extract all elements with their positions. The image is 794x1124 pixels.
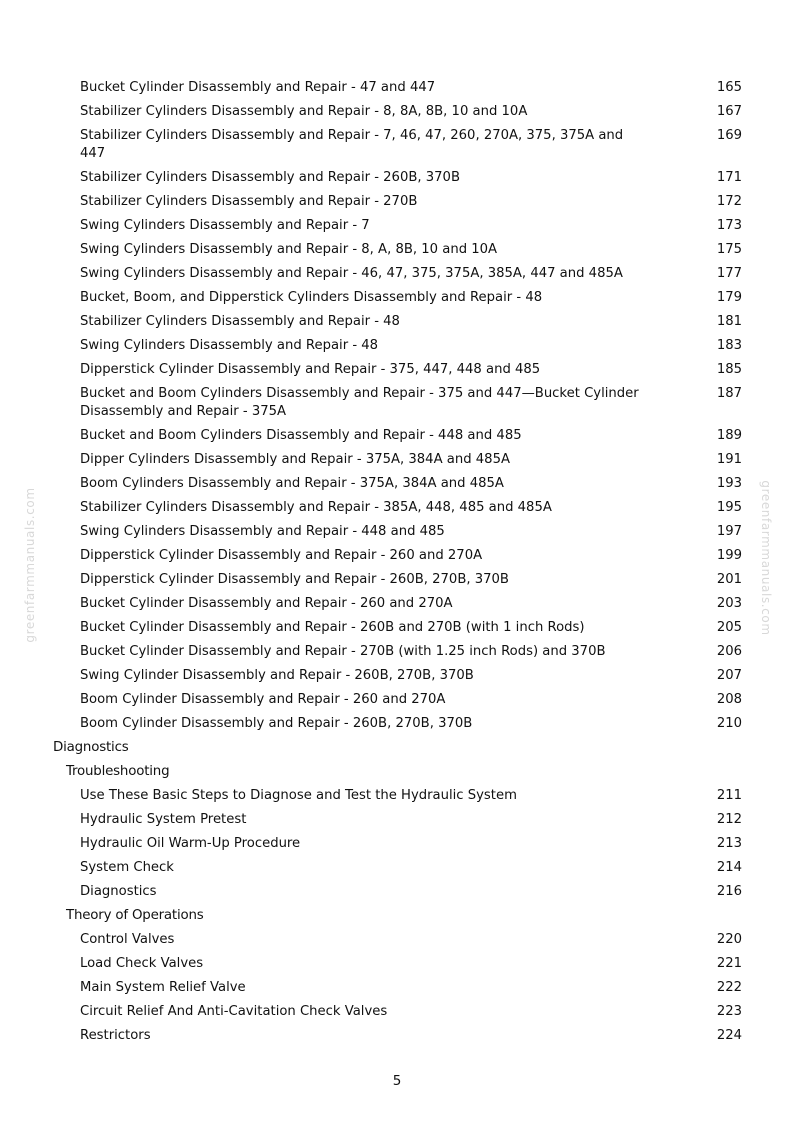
toc-entry[interactable] (0, 190, 794, 214)
toc-entry-title: Main System Relief Valve (80, 980, 246, 995)
toc-entry-page: 207 (716, 668, 742, 683)
toc-entry[interactable] (0, 214, 794, 238)
toc-entry-page: 175 (716, 242, 742, 257)
toc-entry-title: System Check (80, 860, 174, 875)
toc-entry[interactable] (0, 334, 794, 358)
toc-section-heading[interactable] (0, 736, 794, 760)
toc-entry[interactable] (0, 100, 794, 124)
toc-entry-title: Bucket Cylinder Disassembly and Repair - 270B (with 1.25 inch Rods) and 370B (80, 644, 606, 659)
toc-entry[interactable] (0, 592, 794, 616)
toc-entry-title: Swing Cylinders Disassembly and Repair - 8, A, 8B, 10 and 10A (80, 242, 498, 257)
toc-entry-page: 203 (716, 596, 742, 611)
toc-entry[interactable] (0, 472, 794, 496)
toc-entry-title: Swing Cylinder Disassembly and Repair - 260B, 270B, 370B (80, 668, 474, 683)
toc-entry[interactable] (0, 976, 794, 1000)
toc-entry-title: Dipper Cylinders Disassembly and Repair - 375A, 384A and 485A (80, 452, 510, 467)
toc-entry-title: Use These Basic Steps to Diagnose and Test the Hydraulic System (80, 788, 517, 803)
toc-entry-page: 222 (716, 980, 742, 995)
toc-entry[interactable] (0, 238, 794, 262)
toc-entry-title: Stabilizer Cylinders Disassembly and Repair - 8, 8A, 8B, 10 and 10A (80, 104, 528, 119)
toc-entry[interactable] (0, 520, 794, 544)
toc-entry-page: 224 (716, 1028, 742, 1043)
toc-entry-title: Stabilizer Cylinders Disassembly and Repair - 270B (80, 194, 418, 209)
toc-entry-page: 210 (716, 716, 742, 731)
toc-entry-page: 206 (716, 644, 742, 659)
toc-entry[interactable] (0, 808, 794, 832)
toc-entry-title: Restrictors (80, 1028, 151, 1043)
toc-entry-title: Bucket and Boom Cylinders Disassembly and Repair - 448 and 485 (80, 428, 522, 443)
toc-entry-page: 211 (716, 788, 742, 803)
toc-entry[interactable] (0, 262, 794, 286)
toc-entry[interactable] (0, 664, 794, 688)
toc-entry-page: 172 (716, 194, 742, 209)
toc-entry-page: 201 (716, 572, 742, 587)
toc-entry[interactable] (0, 856, 794, 880)
toc-entry-title: Bucket Cylinder Disassembly and Repair - 47 and 447 (80, 80, 436, 95)
toc-entry[interactable] (0, 712, 794, 736)
toc-entry-title: Stabilizer Cylinders Disassembly and Repair - 48 (80, 314, 400, 329)
toc-subsection-heading[interactable] (0, 904, 794, 928)
toc-entry-page: 220 (716, 932, 742, 947)
toc-entry-title: Dipperstick Cylinder Disassembly and Repair - 375, 447, 448 and 485 (80, 362, 541, 377)
toc-entry[interactable] (0, 1000, 794, 1024)
toc-entry[interactable] (0, 832, 794, 856)
toc-entry-page: 185 (716, 362, 742, 377)
toc-entry-page: 187 (716, 386, 742, 401)
toc-entry[interactable] (0, 124, 794, 166)
toc-entry-title: Diagnostics (53, 740, 129, 755)
toc-entry-title: Bucket Cylinder Disassembly and Repair - 260B and 270B (with 1 inch Rods) (80, 620, 585, 635)
toc-entry[interactable] (0, 568, 794, 592)
toc-entry-title: Bucket, Boom, and Dipperstick Cylinders Disassembly and Repair - 48 (80, 290, 543, 305)
toc-entry-title: Swing Cylinders Disassembly and Repair - 448 and 485 (80, 524, 445, 539)
toc-entry[interactable] (0, 166, 794, 190)
toc-entry-page: 173 (716, 218, 742, 233)
toc-entry-title: Swing Cylinders Disassembly and Repair - 7 (80, 218, 370, 233)
toc-entry[interactable] (0, 76, 794, 100)
toc-entry-title: Boom Cylinders Disassembly and Repair - 375A, 384A and 485A (80, 476, 504, 491)
toc-entry[interactable] (0, 640, 794, 664)
toc-entry-title: Dipperstick Cylinder Disassembly and Repair - 260 and 270A (80, 548, 483, 563)
table-of-contents (0, 76, 794, 1048)
toc-entry-page: 212 (716, 812, 742, 827)
toc-entry-title: Dipperstick Cylinder Disassembly and Repair - 260B, 270B, 370B (80, 572, 509, 587)
toc-entry-page: 216 (716, 884, 742, 899)
toc-entry-title: Stabilizer Cylinders Disassembly and Repair - 385A, 448, 485 and 485A (80, 500, 552, 515)
toc-entry[interactable] (0, 544, 794, 568)
toc-entry-page: 183 (716, 338, 742, 353)
toc-entry[interactable] (0, 448, 794, 472)
toc-entry-title: Stabilizer Cylinders Disassembly and Repair - 260B, 370B (80, 170, 460, 185)
toc-entry[interactable] (0, 688, 794, 712)
toc-entry-title: Stabilizer Cylinders Disassembly and Repair - 7, 46, 47, 260, 270A, 375, 375A and 447 (80, 128, 624, 161)
toc-entry[interactable] (0, 382, 794, 424)
toc-entry-page: 221 (716, 956, 742, 971)
toc-entry-title: Diagnostics (80, 884, 157, 899)
page-number: 5 (392, 1073, 402, 1089)
toc-entry-page: 179 (716, 290, 742, 305)
toc-entry-page: 205 (716, 620, 742, 635)
toc-entry-page: 193 (716, 476, 742, 491)
toc-entry-title: Bucket and Boom Cylinders Disassembly and Repair - 375 and 447—Bucket Cylinder Disassembly and Repair - 375A (80, 386, 639, 419)
toc-entry[interactable] (0, 928, 794, 952)
toc-entry-title: Hydraulic Oil Warm-Up Procedure (80, 836, 301, 851)
toc-entry-page: 208 (716, 692, 742, 707)
toc-entry[interactable] (0, 358, 794, 382)
toc-entry-title: Boom Cylinder Disassembly and Repair - 260 and 270A (80, 692, 446, 707)
toc-subsection-heading[interactable] (0, 760, 794, 784)
toc-entry-page: 169 (716, 128, 742, 143)
toc-entry-title: Theory of Operations (66, 908, 204, 923)
toc-entry-title: Swing Cylinders Disassembly and Repair - 46, 47, 375, 375A, 385A, 447 and 485A (80, 266, 623, 281)
toc-entry[interactable] (0, 1024, 794, 1048)
watermark-left: greenfarmmanuals.com (23, 487, 37, 643)
toc-entry[interactable] (0, 952, 794, 976)
toc-entry-page: 199 (716, 548, 742, 563)
toc-entry-page: 223 (716, 1004, 742, 1019)
toc-entry[interactable] (0, 616, 794, 640)
toc-entry-page: 177 (716, 266, 742, 281)
toc-entry[interactable] (0, 784, 794, 808)
toc-entry[interactable] (0, 880, 794, 904)
toc-entry[interactable] (0, 286, 794, 310)
toc-entry-title: Hydraulic System Pretest (80, 812, 247, 827)
toc-entry[interactable] (0, 424, 794, 448)
toc-entry-title: Swing Cylinders Disassembly and Repair - 48 (80, 338, 379, 353)
toc-entry-title: Load Check Valves (80, 956, 204, 971)
toc-entry-page: 165 (716, 80, 742, 95)
toc-entry-page: 171 (716, 170, 742, 185)
toc-entry-title: Bucket Cylinder Disassembly and Repair - 260 and 270A (80, 596, 453, 611)
toc-entry-page: 181 (716, 314, 742, 329)
toc-entry-title: Boom Cylinder Disassembly and Repair - 260B, 270B, 370B (80, 716, 473, 731)
toc-entry[interactable] (0, 496, 794, 520)
toc-entry-page: 197 (716, 524, 742, 539)
toc-entry-title: Circuit Relief And Anti-Cavitation Check Valves (80, 1004, 388, 1019)
watermark-right: greenfarmmanuals.com (759, 480, 773, 636)
toc-entry-title: Control Valves (80, 932, 175, 947)
toc-entry-page: 167 (716, 104, 742, 119)
toc-entry-title: Troubleshooting (66, 764, 170, 779)
toc-entry-page: 213 (716, 836, 742, 851)
toc-entry-page: 195 (716, 500, 742, 515)
toc-entry-page: 214 (716, 860, 742, 875)
toc-entry[interactable] (0, 310, 794, 334)
toc-entry-page: 191 (716, 452, 742, 467)
toc-entry-page: 189 (716, 428, 742, 443)
